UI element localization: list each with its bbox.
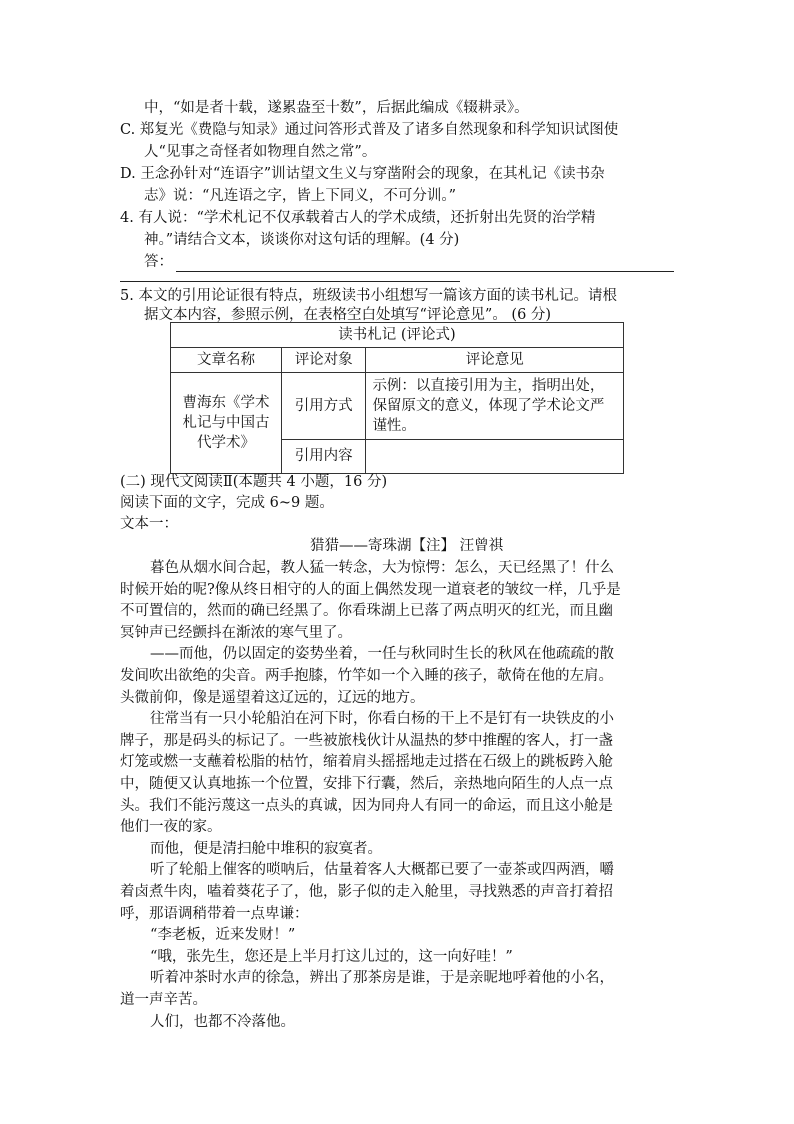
table-caption: 读书札记 (评论式) — [171, 323, 624, 348]
article-line: 中，随便又认真地拣一个位置，安排下行囊，然后，亲热地向陌生的人点一点 — [120, 776, 613, 792]
article-line: 头。我们不能污蔑这一点头的真诚，因为同舟人有同一的命运，而且这小舱是 — [120, 798, 613, 814]
article-line: “哦，张先生，您还是上半月打这儿过的，这一向好哇！” — [150, 949, 513, 965]
header-article-name: 文章名称 — [171, 348, 282, 373]
article-line: 不可置信的，然而的确已经黑了。你看珠湖上已落了两点明灭的红光，而且幽 — [120, 603, 613, 619]
option-d-line2: 志》说：“凡连语之字，皆上下同义，不可分训。” — [144, 188, 457, 204]
article-line: 冥钟声已经颤抖在渐浓的寒气里了。 — [120, 625, 352, 641]
question-5-line1: 5. 本文的引用论证很有特点，班级读书小组想写一篇该方面的读书札记。请根 — [120, 288, 617, 304]
article-line: 道一声辛苦。 — [120, 992, 207, 1008]
article-line: 暮色从烟水间合起，教人猛一转念，大为惊愕：怎么，天已经黑了！什么 — [150, 560, 614, 576]
article-line: 听了轮船上催客的唢呐后，估量着客人大概都已要了一壶茶或四两酒，嚼 — [150, 862, 614, 878]
cell-row1-opinion: 示例：以直接引用为主，指明出处，保留原文的意义，体现了学术论文严谨性。 — [366, 373, 624, 440]
cell-article-name: 曹海东《学术札记与中国古代学术》 — [171, 373, 282, 474]
article-line: 听着冲茶时水声的徐急，辨出了那茶房是谁，于是亲昵地呼着他的小名， — [150, 970, 614, 986]
cell-row2-opinion-blank[interactable] — [366, 439, 624, 473]
option-b-continuation: 中，“如是者十载，遂累盎至十数”，后据此编成《辍耕录》。 — [144, 100, 529, 116]
article-line: 他们一夜的家。 — [120, 819, 222, 835]
question-4-line1: 4. 有人说：“学术札记不仅承载着古人的学术成绩，还折射出先贤的治学精 — [120, 210, 596, 226]
text-label: 文本一： — [120, 516, 178, 532]
article-line: ——而他，仍以固定的姿势坐着，一任与秋同时生长的秋风在他疏疏的散 — [150, 646, 614, 662]
option-c-line2: 人“见事之奇怪者如物理自然之常”。 — [144, 144, 377, 160]
question-4-line2: 神。”请结合文本，谈谈你对这句话的理解。(4 分) — [144, 232, 460, 248]
article-line: 着卤煮牛肉，嗑着葵花子了，他，影子似的走入舱里，寻找熟悉的声音打着招 — [120, 884, 613, 900]
article-line: 灯笼或燃一支蘸着松脂的枯竹，缩着肩头摇摇地走过搭在石级上的跳板跨入舱 — [120, 754, 613, 770]
header-comment-object: 评论对象 — [281, 348, 365, 373]
article-line: 人们，也都不冷落他。 — [150, 1014, 295, 1030]
option-c-line1: C. 郑复光《费隐与知录》通过问答形式普及了诸多自然现象和科学知识试图使 — [120, 122, 619, 138]
cell-row1-object: 引用方式 — [281, 373, 365, 440]
article-line: 时候开始的呢?像从终日相守的人的面上偶然发现一道衰老的皱纹一样，几乎是 — [120, 582, 621, 598]
article-line: 头微前仰，像是遥望着这辽远的，辽远的地方。 — [120, 690, 425, 706]
article-line: “李老板，近来发财！” — [150, 927, 296, 943]
header-comment-opinion: 评论意见 — [366, 348, 624, 373]
article-line: 发间吹出欲绝的尖音。两手抱膝，竹竿如一个入睡的孩子，欹倚在他的左肩。 — [120, 668, 613, 684]
cell-row2-object: 引用内容 — [281, 439, 365, 473]
article-title: 猎猎——寄珠湖【注】 汪曾祺 — [310, 538, 504, 554]
section-heading: (二) 现代文阅读Ⅱ(本题共 4 小题，16 分) — [120, 474, 388, 490]
question-5-line2: 据文本内容，参照示例，在表格空白处填写“评论意见”。 (6 分) — [144, 307, 552, 323]
article-line: 而他，便是清扫舱中堆积的寂寞者。 — [150, 841, 382, 857]
article-line: 往常当有一只小轮船泊在河下时，你看白杨的干上不是钉有一块铁皮的小 — [150, 711, 614, 727]
answer-label: 答： — [144, 254, 173, 270]
answer-line-2[interactable] — [120, 281, 460, 282]
section-instruction: 阅读下面的文字，完成 6~9 题。 — [120, 495, 334, 511]
article-line: 牌子，那是码头的标记了。一些被旅栈伙计从温热的梦中推醒的客人，打一盏 — [120, 733, 613, 749]
option-d-line1: D. 王念孙针对“连语字”训诂望文生义与穿凿附会的现象，在其札记《读书杂 — [120, 166, 605, 182]
reading-notes-table — [170, 322, 624, 474]
article-line: 呼，那语调稍带着一点卑谦： — [120, 906, 309, 922]
answer-line-1[interactable] — [176, 271, 674, 272]
